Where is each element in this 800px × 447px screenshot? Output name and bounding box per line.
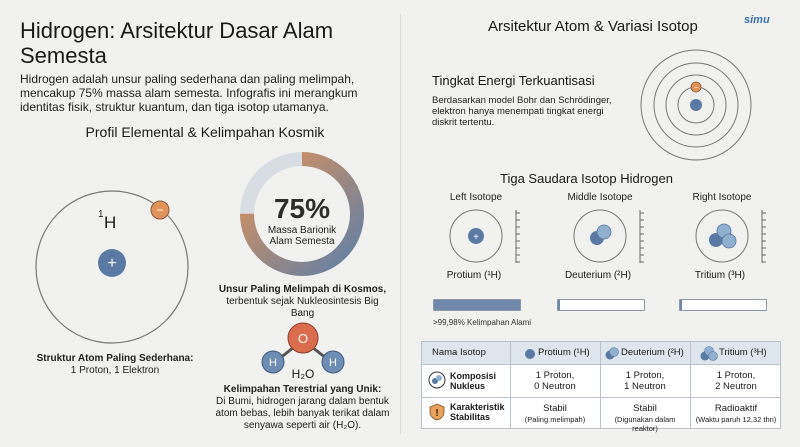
brand-logo: simu	[744, 14, 770, 26]
atom-caption	[20, 353, 210, 377]
deuterium-small-icon	[604, 347, 620, 361]
table-header-deuterium: Deuterium (²H)	[621, 347, 684, 358]
water-caption-text: Di Bumi, hidrogen jarang dalam bentuk atom bebas, lebih banyak terikat dalam senyawa seperti air (H₂O).	[215, 396, 390, 431]
table-hline	[422, 397, 780, 398]
energy-text: Berdasarkan model Bohr dan Schrödinger, elektron hanya menempati tingkat energi diskrit tertentu.	[432, 95, 612, 128]
warning-shield-icon	[428, 403, 446, 421]
tritium-diagram	[686, 205, 776, 267]
table-cell: Stabil	[633, 403, 657, 414]
oxygen-label: O	[297, 331, 309, 346]
abundance-bar-fill	[680, 300, 682, 310]
right-title: Arsitektur Atom & Variasi Isotop	[488, 18, 698, 35]
table-vline	[600, 342, 601, 428]
donut-sub-label-2: Alam Semesta	[269, 236, 335, 247]
water-caption	[215, 384, 390, 432]
isotope-right-label: Right Isotope	[692, 192, 752, 203]
nucleus-composition-icon	[428, 371, 446, 389]
table-hline	[422, 364, 780, 365]
energy-title: Tingkat Energi Terkuantisasi	[432, 73, 595, 88]
table-cell-note: (Digunakan dalam reaktor)	[614, 415, 676, 433]
table-cell-note: (Paling melimpah)	[524, 415, 586, 424]
column-divider	[400, 14, 401, 434]
protium-diagram	[440, 205, 530, 267]
donut-percent: 75%	[273, 193, 331, 224]
table-header-protium: Protium (¹H)	[538, 347, 590, 358]
tritium-neutron-icon	[722, 234, 736, 248]
protium-small-icon	[524, 348, 536, 360]
donut-caption	[215, 284, 390, 320]
water-caption-bold: Kelimpahan Terestrial yang Unik:	[223, 384, 382, 395]
isotope-middle-label: Middle Isotope	[567, 192, 633, 203]
isotope-table	[421, 341, 781, 433]
table-vline	[510, 342, 511, 428]
hydrogen-label-right: H	[329, 357, 337, 369]
isotope-name-deuterium: Deuterium (²H)	[564, 270, 632, 281]
table-header-tritium: Tritium (³H)	[719, 347, 767, 358]
table-cell: 1 Proton, 0 Neutron	[534, 370, 576, 392]
abundance-bar-protium	[433, 299, 521, 311]
abundance-caption: >99,98% Kelimpahan Alami	[433, 318, 532, 327]
water-molecule-diagram	[255, 318, 355, 380]
svg-text:!: !	[435, 408, 439, 419]
proton-sign: +	[107, 255, 117, 272]
hydrogen-atom-diagram	[30, 185, 195, 350]
tritium-small-icon	[700, 346, 718, 362]
page-title: Hidrogen: Arsitektur Dasar Alam Semesta	[20, 18, 334, 68]
row-label-composition: Komposisi Nukleus	[450, 371, 497, 391]
table-vline	[690, 342, 691, 428]
nucleus-icon	[690, 99, 702, 111]
water-formula: H₂O	[291, 367, 315, 380]
isotopes-title: Tiga Saudara Isotop Hidrogen	[500, 171, 673, 186]
hydrogen-label-left: H	[269, 357, 277, 369]
atom-mass-number: 1	[98, 209, 104, 220]
abundance-bar-fill	[434, 300, 520, 310]
donut-sub-label-1: Massa Barionik	[267, 225, 337, 236]
table-header-name: Nama Isotop	[432, 347, 486, 358]
table-cell: Radioaktif	[714, 403, 758, 414]
table-cell: Stabil	[543, 403, 567, 414]
table-cell: 1 Proton, 2 Neutron	[715, 370, 757, 392]
isotope-left-label: Left Isotope	[449, 192, 503, 203]
energy-electron-sign: −	[693, 85, 699, 92]
atom-symbol: H	[104, 213, 117, 232]
abundance-bar-deuterium	[557, 299, 645, 311]
atom-caption-bold: Struktur Atom Paling Sederhana:	[36, 353, 194, 364]
donut-caption-bold: Unsur Paling Melimpah di Kosmos,	[218, 284, 387, 295]
table-cell: 1 Proton, 1 Neutron	[624, 370, 666, 392]
section-title-profile: Profil Elemental & Kelimpahan Kosmik	[85, 124, 325, 140]
donut-caption-text: terbentuk sejak Nukleosintesis Big Bang	[226, 296, 379, 319]
deuterium-neutron-icon	[597, 225, 611, 239]
electron-sign: −	[156, 203, 164, 217]
donut-sub-label	[242, 225, 362, 247]
energy-levels-diagram	[637, 46, 755, 164]
table-cell-note: (Waktu paruh 12,32 thn)	[695, 415, 777, 424]
protium-proton-sign: +	[473, 232, 479, 243]
isotope-name-tritium: Tritium (³H)	[694, 270, 746, 281]
row-label-stability: Karakteristik Stabilitas	[450, 402, 505, 422]
intro-text: Hidrogen adalah unsur paling sederhana dan paling melimpah, mencakup 75% massa alam semesta. Infografis ini merangkum identitas fisik, struktur kuantum, dan tiga isotop utamanya.	[20, 72, 358, 114]
isotope-name-protium: Protium (¹H)	[446, 270, 502, 281]
deuterium-diagram	[564, 205, 654, 267]
abundance-bar-fill	[558, 300, 560, 310]
atom-caption-text: 1 Proton, 1 Elektron	[70, 365, 160, 376]
abundance-bar-tritium	[679, 299, 767, 311]
